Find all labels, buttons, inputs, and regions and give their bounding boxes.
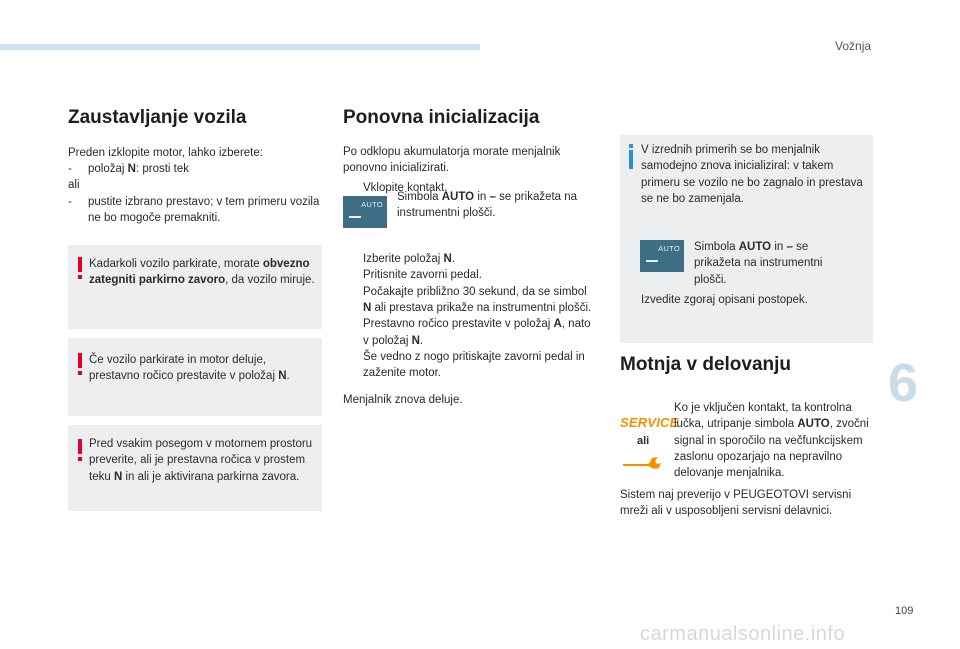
auto-symbols-text: Simbola AUTO in – se prikažeta na instrumentni plošči.	[397, 191, 578, 220]
warning-text-engine-running: Če vozilo parkirate in motor deluje, prestavno ročico prestavite v položaj N.	[89, 354, 290, 383]
info-text: V izrednih primerih se bo menjalnik samodejno znova inicializiral: v takem primeru se vozilo ne bo zagnalo in prestava se ne bo zamenjala.	[641, 144, 863, 205]
step-ignition: Vklopite kontakt.	[363, 182, 448, 195]
column-reinit	[343, 107, 593, 197]
warning-icon	[78, 439, 82, 454]
title-parking: Zaustavljanje vozila	[68, 107, 247, 128]
wrench-icon	[621, 455, 663, 471]
title-reinit: Ponovna inicializacija	[343, 107, 540, 128]
header-bar	[0, 44, 480, 50]
info-box-auto-reinit	[620, 135, 873, 343]
step-brake: Pritisnite zavorni pedal.	[363, 269, 482, 282]
reinit-intro: Po odklopu akumulatorja morate menjalnik ponovno inicializirati.	[343, 145, 561, 175]
info-icon	[629, 150, 633, 169]
watermark: carmanualsonline.info	[640, 623, 846, 645]
warning-icon	[78, 257, 82, 272]
malfunction-outro: Sistem naj preverijo v PEUGEOTOVI servisni mreži ali v usposobljeni servisni delavnici.	[620, 489, 852, 518]
auto-indicator-icon: AUTO	[343, 196, 387, 228]
title-malfunction: Motnja v delovanju	[620, 354, 792, 375]
reinit-steps	[343, 251, 593, 408]
malfunction-text: Ko je vključen kontakt, ta kontrolna lučka, utripanje simbola AUTO, zvočni signal in sporočilo na večfunkcijskem zaslonu opozarjajo na nepravilno delovanje menjalnika.	[674, 402, 869, 480]
step-wait: Počakajte približno 30 sekund, da se simbol N ali prestava prikaže na instrumentni plošči.	[363, 285, 592, 314]
option-gear: - pustite izbrano prestavo; v tem primeru vozila ne bo mogoče premakniti.	[68, 195, 320, 225]
service-icon: SERVICE	[620, 415, 679, 430]
auto-indicator-icon: AUTO	[640, 240, 684, 272]
step-start-engine: Še vedno z nogo pritiskajte zavorni pedal in zaženite motor.	[363, 350, 585, 380]
parking-intro: Preden izklopite motor, lahko izberete:	[68, 146, 263, 159]
column-parking	[68, 107, 324, 226]
info-outro: Izvedite zgoraj opisani postopek.	[641, 294, 808, 306]
page-number: 109	[895, 605, 914, 617]
step-move-lever: Prestavno ročico prestavite v položaj A, nato v položaj N.	[363, 318, 591, 347]
warning-box-engine-running	[68, 338, 322, 416]
section-label: Vožnja	[835, 39, 872, 53]
warning-icon	[78, 353, 82, 368]
warning-box-engine-bay	[68, 425, 322, 511]
chapter-number: 6	[888, 353, 919, 413]
warning-box-parking-brake	[68, 245, 322, 329]
reinit-outro: Menjalnik znova deluje.	[343, 393, 463, 406]
or-label: ali	[68, 179, 80, 192]
warning-text-parking-brake: Kadarkoli vozilo parkirate, morate obvezno zategniti parkirno zavoro, da vozilo miruje.	[89, 258, 315, 287]
info-auto-symbols-text: Simbola AUTO in – se prikažeta na instrumentni plošči.	[694, 241, 823, 286]
step-select-n: Izberite položaj N.	[363, 253, 456, 265]
or-label: ali	[637, 435, 650, 447]
warning-text-engine-bay: Pred vsakim posegom v motornem prostoru preverite, ali je prestavna ročica v prostem teku N in ali je aktivirana parkirna zavora.	[89, 438, 313, 483]
option-neutral: - položaj N: prosti tek	[68, 163, 190, 176]
